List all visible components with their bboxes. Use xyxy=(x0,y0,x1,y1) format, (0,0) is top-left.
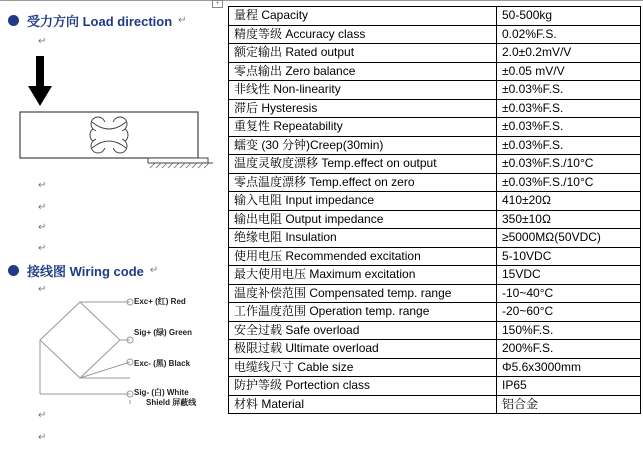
spec-row xyxy=(229,358,641,377)
paragraph-mark-icon: ↵ xyxy=(38,243,47,254)
spec-value[interactable]: -20~60°C xyxy=(497,303,641,322)
spec-row xyxy=(229,81,641,100)
wire-label-exc-minus: Exc- (黑) Black xyxy=(134,359,191,368)
spec-parameter[interactable]: 电缆线尺寸 Cable size xyxy=(229,358,497,377)
spec-value[interactable]: ±0.03%F.S. xyxy=(497,99,641,118)
paragraph-mark-icon: ↵ xyxy=(38,284,47,295)
spec-row xyxy=(229,25,641,44)
spec-parameter[interactable]: 精度等级 Accuracy class xyxy=(229,25,497,44)
spec-row xyxy=(229,229,641,248)
spec-parameter[interactable]: 蠕变 (30 分钟)Creep(30min) xyxy=(229,136,497,155)
spec-row xyxy=(229,173,641,192)
spec-parameter[interactable]: 零点温度漂移 Temp.effect on zero xyxy=(229,173,497,192)
spec-table-container xyxy=(228,6,639,414)
spec-row xyxy=(229,266,641,285)
spec-value[interactable]: 15VDC xyxy=(497,266,641,285)
spec-value[interactable]: ±0.03%F.S. xyxy=(497,136,641,155)
paragraph-mark-icon: ↵ xyxy=(38,36,47,47)
spec-row xyxy=(229,340,641,359)
spec-row xyxy=(229,284,641,303)
bullet-icon xyxy=(8,15,19,26)
spec-value[interactable]: 0.02%F.S. xyxy=(497,25,641,44)
spec-row xyxy=(229,321,641,340)
spec-row xyxy=(229,136,641,155)
spec-value[interactable]: ±0.05 mV/V xyxy=(497,62,641,81)
spec-value[interactable]: 350±10Ω xyxy=(497,210,641,229)
spec-parameter[interactable]: 输入电阻 Input impedance xyxy=(229,192,497,211)
spec-parameter[interactable]: 极限过载 Ultimate overload xyxy=(229,340,497,359)
spec-parameter[interactable]: 额定输出 Rated output xyxy=(229,44,497,63)
spec-parameter[interactable]: 温度灵敏度漂移 Temp.effect on output xyxy=(229,155,497,174)
paragraph-mark-icon: ↵ xyxy=(149,264,159,276)
wire-label-sig-plus: Sig+ (绿) Green xyxy=(134,328,193,337)
spec-row xyxy=(229,7,641,26)
spec-parameter[interactable]: 温度补偿范围 Compensated temp. range xyxy=(229,284,497,303)
spec-value[interactable]: 200%F.S. xyxy=(497,340,641,359)
spec-row xyxy=(229,155,641,174)
spec-row xyxy=(229,192,641,211)
wire-label-sig-minus: Sig- (白) White xyxy=(134,388,189,397)
spec-parameter[interactable]: 安全过载 Safe overload xyxy=(229,321,497,340)
spec-row xyxy=(229,210,641,229)
wheatstone-bridge-diagram xyxy=(30,292,145,407)
wiring-code-title: 接线图 Wiring code xyxy=(27,263,144,279)
spec-value[interactable]: ±0.03%F.S./10°C xyxy=(497,155,641,174)
spec-parameter[interactable]: 工作温度范围 Operation temp. range xyxy=(229,303,497,322)
table-move-handle-icon[interactable]: + xyxy=(212,0,223,8)
spec-value[interactable]: 铝合金 xyxy=(497,395,641,414)
specification-table xyxy=(228,6,641,414)
spec-parameter[interactable]: 零点输出 Zero balance xyxy=(229,62,497,81)
spec-value[interactable]: 410±20Ω xyxy=(497,192,641,211)
spec-parameter[interactable]: 绝缘电阻 Insulation xyxy=(229,229,497,248)
spec-parameter[interactable]: 最大使用电压 Maximum excitation xyxy=(229,266,497,285)
spec-row xyxy=(229,44,641,63)
spec-parameter[interactable]: 使用电压 Recommended excitation xyxy=(229,247,497,266)
spec-parameter[interactable]: 重复性 Repeatability xyxy=(229,118,497,137)
spec-row xyxy=(229,99,641,118)
spec-value[interactable]: Φ5.6x3000mm xyxy=(497,358,641,377)
spec-value[interactable]: ±0.03%F.S. xyxy=(497,118,641,137)
paragraph-mark-icon: ↵ xyxy=(178,14,187,26)
paragraph-mark-icon: ↵ xyxy=(38,180,47,191)
load-direction-title: 受力方向 Load direction xyxy=(27,13,173,29)
spec-parameter[interactable]: 防护等级 Portection class xyxy=(229,377,497,396)
spec-value[interactable]: ±0.03%F.S./10°C xyxy=(497,173,641,192)
spec-parameter[interactable]: 非线性 Non-linearity xyxy=(229,81,497,100)
bullet-icon xyxy=(8,265,19,276)
spec-value[interactable]: 150%F.S. xyxy=(497,321,641,340)
spec-parameter[interactable]: 滞后 Hysteresis xyxy=(229,99,497,118)
spec-parameter[interactable]: 材料 Material xyxy=(229,395,497,414)
spec-value[interactable]: IP65 xyxy=(497,377,641,396)
spec-row xyxy=(229,303,641,322)
spec-value[interactable]: 5-10VDC xyxy=(497,247,641,266)
spec-row xyxy=(229,377,641,396)
spec-value[interactable]: 2.0±0.2mV/V xyxy=(497,44,641,63)
wire-label-exc-plus: Exc+ (红) Red xyxy=(134,297,186,306)
spec-parameter[interactable]: 量程 Capacity xyxy=(229,7,497,26)
paragraph-mark-icon: ↵ xyxy=(38,432,47,443)
spec-table-body xyxy=(229,7,641,414)
left-panel xyxy=(0,0,228,450)
spec-value[interactable]: 50-500kg xyxy=(497,7,641,26)
spec-value[interactable]: ≥5000MΩ(50VDC) xyxy=(497,229,641,248)
paragraph-mark-icon: ↵ xyxy=(38,202,47,213)
wire-label-shield: Shield 屏蔽线 xyxy=(146,398,197,407)
spec-row xyxy=(229,118,641,137)
wiring-code-heading xyxy=(8,260,158,280)
load-cell-diagram xyxy=(8,50,223,175)
spec-row xyxy=(229,395,641,414)
spec-parameter[interactable]: 输出电阻 Output impedance xyxy=(229,210,497,229)
spec-value[interactable]: -10~40°C xyxy=(497,284,641,303)
spec-value[interactable]: ±0.03%F.S. xyxy=(497,81,641,100)
spec-row xyxy=(229,62,641,81)
paragraph-mark-icon: ↵ xyxy=(38,222,47,233)
spec-row xyxy=(229,247,641,266)
paragraph-mark-icon: ↵ xyxy=(38,410,47,421)
load-direction-heading xyxy=(8,10,187,30)
